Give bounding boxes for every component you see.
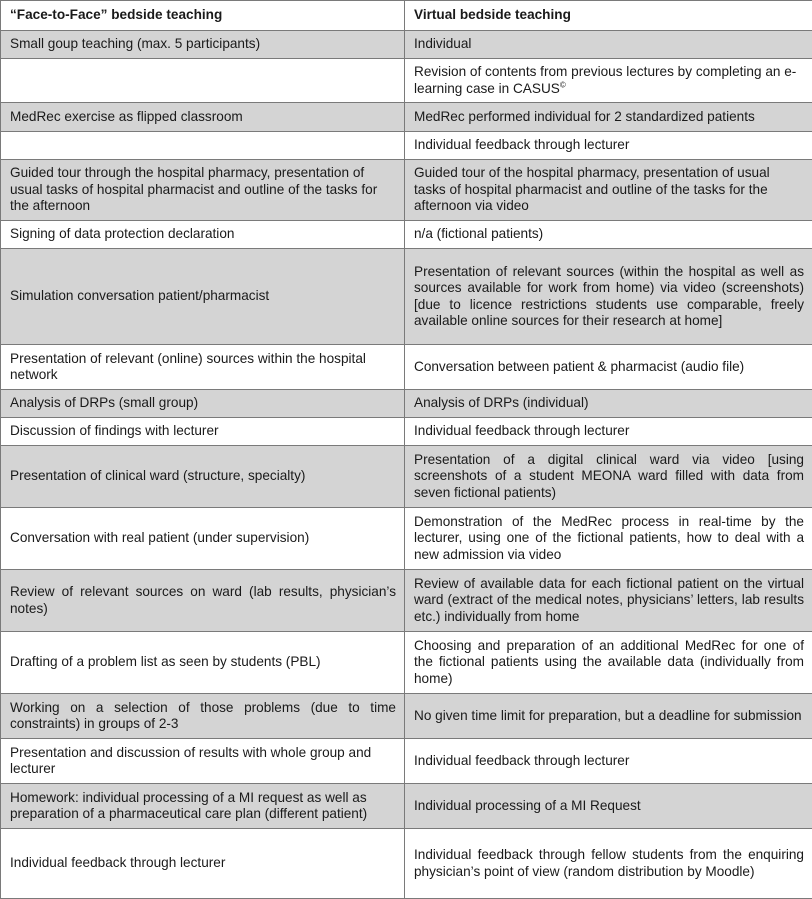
table-row [1, 390, 812, 418]
virtual-cell: Individual processing of a MI Request [405, 784, 812, 829]
face-to-face-cell: MedRec exercise as flipped classroom [1, 103, 405, 132]
copyright-mark: © [559, 79, 566, 89]
face-to-face-cell [1, 59, 405, 103]
virtual-cell: Presentation of relevant sources (within the hospital as well as sources available for work from home) via video (screenshots) [due to licence restrictions students use comparable, freely available online sources for their research at home] [405, 249, 812, 345]
face-to-face-cell: Signing of data protection declaration [1, 221, 405, 249]
face-to-face-cell: Working on a selection of those problems (due to time constraints) in groups of 2-3 [1, 694, 405, 739]
face-to-face-cell: Analysis of DRPs (small group) [1, 390, 405, 418]
table-row [1, 739, 812, 784]
table-row [1, 160, 812, 221]
table-row [1, 446, 812, 508]
virtual-cell [405, 59, 812, 103]
virtual-cell: Guided tour of the hospital pharmacy, presentation of usual tasks of hospital pharmacist and outline of the tasks for the afternoon via video [405, 160, 812, 221]
face-to-face-cell [1, 132, 405, 160]
table-row [1, 103, 812, 132]
face-to-face-cell: Individual feedback through lecturer [1, 829, 405, 899]
virtual-cell: Individual [405, 31, 812, 59]
table-row [1, 508, 812, 570]
table-row [1, 694, 812, 739]
virtual-cell: No given time limit for preparation, but a deadline for submission [405, 694, 812, 739]
header-row [1, 1, 812, 31]
table-row [1, 59, 812, 103]
header-virtual: Virtual bedside teaching [405, 1, 812, 31]
face-to-face-cell: Discussion of findings with lecturer [1, 418, 405, 446]
face-to-face-cell: Guided tour through the hospital pharmacy, presentation of usual tasks of hospital pharmacist and outline of the tasks for the afternoon [1, 160, 405, 221]
face-to-face-cell: Small goup teaching (max. 5 participants) [1, 31, 405, 59]
face-to-face-cell: Presentation of clinical ward (structure, specialty) [1, 446, 405, 508]
table-row [1, 345, 812, 390]
virtual-cell: Presentation of a digital clinical ward via video [using screenshots of a student MEONA ward filled with data from seven fictional patients) [405, 446, 812, 508]
virtual-cell: Individual feedback through fellow students from the enquiring physician’s point of view (random distribution by Moodle) [405, 829, 812, 899]
virtual-cell: Choosing and preparation of an additional MedRec for one of the fictional patients using the available data (individually from home) [405, 632, 812, 694]
virtual-cell: Individual feedback through lecturer [405, 739, 812, 784]
face-to-face-cell: Presentation of relevant (online) sources within the hospital network [1, 345, 405, 390]
virtual-cell: Conversation between patient & pharmacist (audio file) [405, 345, 812, 390]
face-to-face-cell: Simulation conversation patient/pharmacist [1, 249, 405, 345]
face-to-face-cell: Conversation with real patient (under supervision) [1, 508, 405, 570]
virtual-cell: Individual feedback through lecturer [405, 132, 812, 160]
table-row [1, 418, 812, 446]
table-row [1, 31, 812, 59]
table-row [1, 784, 812, 829]
virtual-cell: Individual feedback through lecturer [405, 418, 812, 446]
face-to-face-cell: Homework: individual processing of a MI request as well as preparation of a pharmaceutical care plan (different patient) [1, 784, 405, 829]
table-row [1, 221, 812, 249]
table-row [1, 570, 812, 632]
table-row [1, 132, 812, 160]
face-to-face-cell: Presentation and discussion of results with whole group and lecturer [1, 739, 405, 784]
virtual-cell: n/a (fictional patients) [405, 221, 812, 249]
virtual-cell: Review of available data for each fictional patient on the virtual ward (extract of the medical notes, physicians’ letters, lab results etc.) individually from home [405, 570, 812, 632]
header-face-to-face: “Face-to-Face” bedside teaching [1, 1, 405, 31]
table-row [1, 249, 812, 345]
face-to-face-cell: Review of relevant sources on ward (lab results, physician’s notes) [1, 570, 405, 632]
virtual-cell: Demonstration of the MedRec process in real-time by the lecturer, using one of the fictional patients, how to deal with a new admission via video [405, 508, 812, 570]
virtual-cell-text: Revision of contents from previous lectures by completing an e-learning case in CASUS [414, 64, 797, 96]
face-to-face-cell: Drafting of a problem list as seen by students (PBL) [1, 632, 405, 694]
table-row [1, 632, 812, 694]
table-row [1, 829, 812, 899]
virtual-cell: MedRec performed individual for 2 standardized patients [405, 103, 812, 132]
virtual-cell: Analysis of DRPs (individual) [405, 390, 812, 418]
